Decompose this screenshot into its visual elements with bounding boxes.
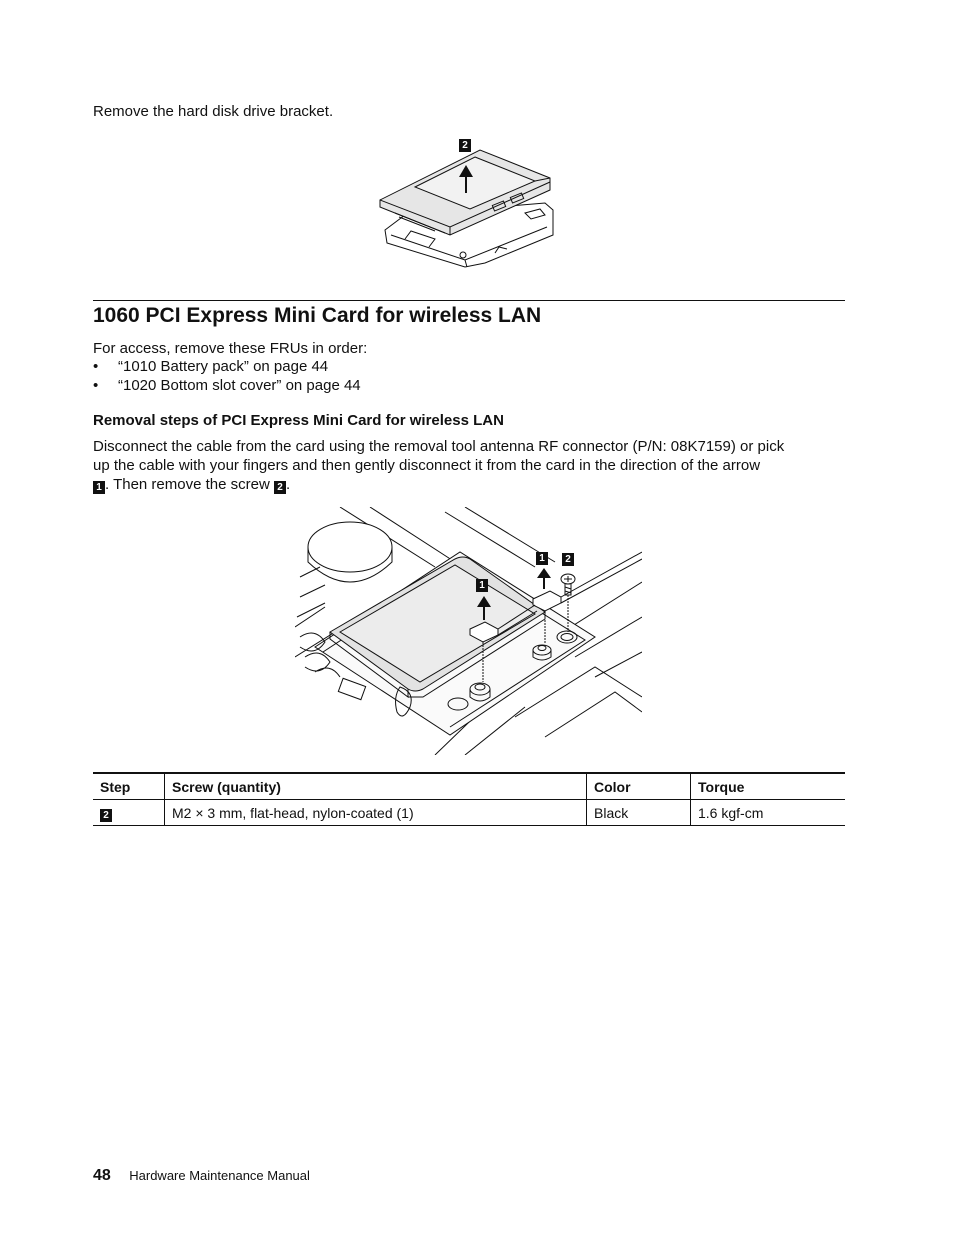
column-header-screw: Screw (quantity) [165, 773, 587, 800]
page-footer [93, 1167, 310, 1185]
wireless-card-figure [295, 507, 642, 755]
callout-1: 1 [93, 481, 105, 494]
instruction-line: Disconnect the cable from the card using the removal tool antenna RF connector (P/N: 08K7159) or pick [93, 438, 785, 455]
fru-list [93, 357, 361, 395]
column-header-step: Step [93, 773, 165, 800]
callout-1: 1 [476, 579, 488, 592]
wireless-card-illustration [295, 507, 642, 755]
access-text: For access, remove these FRUs in order: [93, 340, 368, 357]
callout-2: 2 [459, 139, 471, 152]
instruction-line [93, 475, 845, 494]
instruction-line: up the cable with your fingers and then gently disconnect it from the card in the direction of the arrow [93, 457, 761, 474]
instruction-mid-text: . Then remove the screw [105, 476, 270, 493]
fru-list-item: • “1020 Bottom slot cover” on page 44 [93, 376, 361, 395]
table-row [93, 800, 845, 826]
callout-2: 2 [562, 553, 574, 566]
step-cell [93, 800, 165, 826]
fru-list-item: • “1010 Battery pack” on page 44 [93, 357, 361, 376]
callout-1: 1 [536, 552, 548, 565]
screw-spec-table [93, 772, 845, 826]
removal-steps-heading: Removal steps of PCI Express Mini Card for wireless LAN [93, 412, 504, 429]
callout-2: 2 [274, 481, 286, 494]
disconnect-arrow-icon [537, 568, 551, 589]
torque-cell: 1.6 kgf-cm [691, 800, 846, 826]
instruction-end-text: . [285, 476, 291, 493]
manual-title: Hardware Maintenance Manual [129, 1168, 310, 1183]
hdd-bracket-figure [375, 135, 560, 280]
page-number: 48 [93, 1167, 111, 1184]
instruction-paragraph [93, 437, 845, 494]
intro-text: Remove the hard disk drive bracket. [93, 103, 334, 120]
column-header-color: Color [587, 773, 691, 800]
column-header-torque: Torque [691, 773, 846, 800]
section-title: 1060 PCI Express Mini Card for wireless LAN [93, 304, 542, 327]
hdd-bracket-illustration [375, 135, 560, 280]
color-cell: Black [587, 800, 691, 826]
callout-2: 2 [100, 809, 112, 822]
table-header-row [93, 773, 845, 800]
screw-cell: M2 × 3 mm, flat-head, nylon-coated (1) [165, 800, 587, 826]
section-divider [93, 300, 845, 301]
